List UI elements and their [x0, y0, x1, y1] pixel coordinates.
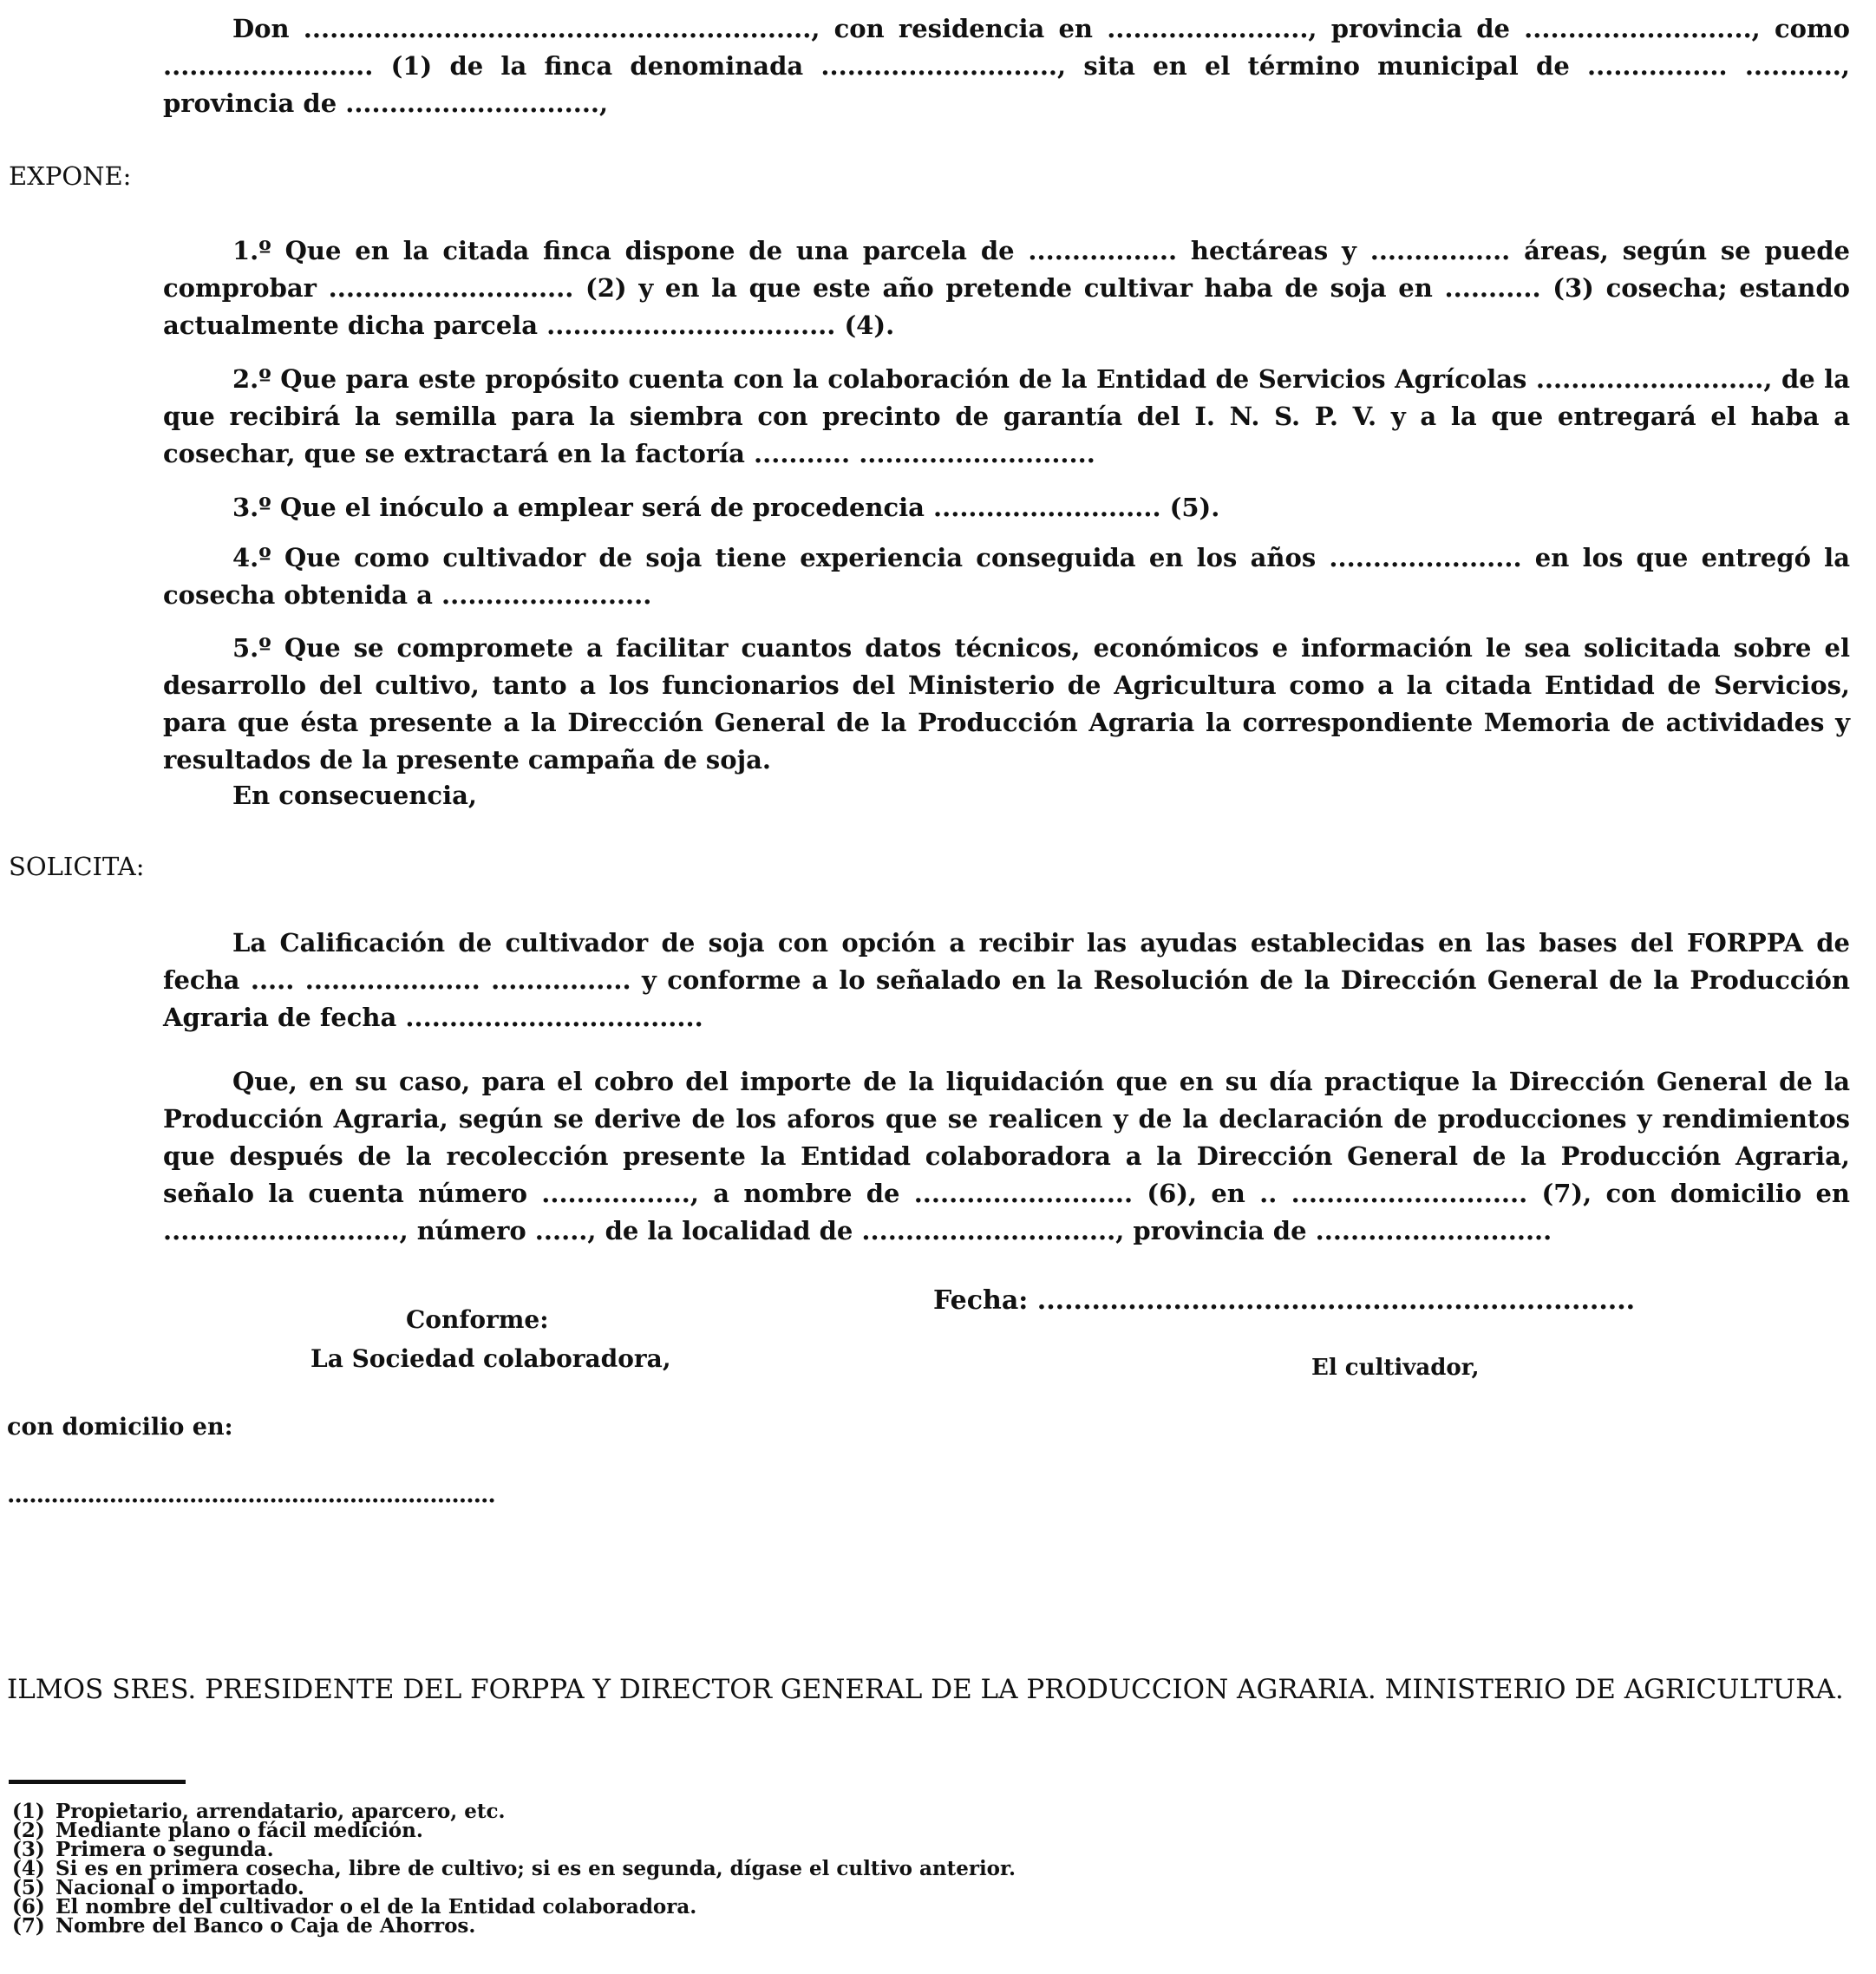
footnote-text: Nacional o importado.	[56, 1876, 304, 1899]
solicita-paragraph-2: Que, en su caso, para el cobro del importe de la liquidación que en su día practique la Dirección General de la Producción Agraria, según se derive de los aforos que se realicen y de la declaración de producciones y rendimientos que después de la recolección presente la Entidad colaboradora a la Dirección General de la Producción Agraria, señalo la cuenta número ................., a nombre de ......................... (6), en .. ........................... (7), con domicilio en ..........................., número ......, de la localidad de ............................., provincia de ...........................	[163, 1067, 1850, 1245]
footnote-text: El nombre del cultivador o el de la Entidad colaboradora.	[56, 1895, 697, 1918]
sociedad-signature-label: La Sociedad colaboradora,	[310, 1344, 671, 1373]
footnotes-list	[12, 1802, 1016, 1936]
consecuencia: En consecuencia,	[232, 781, 477, 810]
footnote-text: Primera o segunda.	[56, 1838, 274, 1861]
footnote-text: Mediante plano o fácil medición.	[56, 1819, 423, 1842]
domicilio-label: con domicilio en:	[7, 1414, 233, 1441]
item-1: 1.º Que en la citada finca dispone de una parcela de ................. hectáreas y ................ áreas, según se puede comprobar ............................ (2) y en la que este año pretende cultivar haba de soja en ........... (3) cosecha; estando actualmente dicha parcela ................................. (4).	[163, 236, 1850, 340]
solicita-heading: SOLICITA:	[9, 852, 145, 881]
footnote-number: (4)	[12, 1857, 45, 1880]
solicita-paragraph-1: La Calificación de cultivador de soja con opción a recibir las ayudas establecidas en las bases del FORPPA de fecha ..... .................... ................ y conforme a lo señalado en la Resolución de la Dirección General de la Producción Agraria de fecha ..................................	[163, 928, 1850, 1032]
footnote-number: (3)	[12, 1838, 45, 1861]
cultivador-signature-label: El cultivador,	[1311, 1355, 1480, 1381]
item-2: 2.º Que para este propósito cuenta con la colaboración de la Entidad de Servicios Agrícolas .........................., de la que recibirá la semilla para la siembra con precinto de garantía del I. N. S. P. V. y a la que entregará el haba a cosechar, que se extractará en la factoría ........... ...........................	[163, 364, 1850, 468]
footnote-number: (2)	[12, 1819, 45, 1842]
footnote	[12, 1914, 1016, 1938]
footnote-number: (7)	[12, 1914, 45, 1938]
item-5: 5.º Que se compromete a facilitar cuantos datos técnicos, económicos e información le sea solicitada sobre el desarrollo del cultivo, tanto a los funcionarios del Ministerio de Agricultura como a la citada Entidad de Servicios, para que ésta presente a la Dirección General de la Producción Agraria la correspondiente Memoria de actividades y resultados de la presente campaña de soja.	[163, 633, 1850, 775]
footnote-number: (6)	[12, 1895, 45, 1918]
expone-heading: EXPONE:	[9, 161, 132, 191]
item-4: 4.º Que como cultivador de soja tiene experiencia conseguida en los años ...................... en los que entregó la cosecha obtenida a ........................	[163, 543, 1850, 610]
fecha-line: Fecha: ..................................................................	[933, 1285, 1636, 1316]
footnote-rule	[9, 1780, 186, 1784]
intro-paragraph: Don .........................................................., con residencia en ......................., provincia de .........................., como ........................ (1) de la finca denominada ..........................., sita en el término municipal de ................ ..........., provincia de .............................,	[163, 14, 1850, 118]
addressee: ILMOS SRES. PRESIDENTE DEL FORPPA Y DIRECTOR GENERAL DE LA PRODUCCION AGRARIA. MINISTERIO DE AGRICULTURA.	[7, 1674, 1844, 1705]
footnote-number: (5)	[12, 1876, 45, 1899]
domicilio-blank: ...................................................................	[7, 1481, 495, 1508]
footnote-text: Si es en primera cosecha, libre de cultivo; si es en segunda, dígase el cultivo anterior.	[56, 1857, 1016, 1880]
footnote-text: Propietario, arrendatario, aparcero, etc.	[56, 1800, 506, 1823]
footnote-number: (1)	[12, 1800, 45, 1823]
conforme-label: Conforme:	[406, 1305, 549, 1334]
footnote-text: Nombre del Banco o Caja de Ahorros.	[56, 1914, 476, 1938]
item-3: 3.º Que el inóculo a emplear será de procedencia .......................... (5).	[232, 493, 1220, 522]
